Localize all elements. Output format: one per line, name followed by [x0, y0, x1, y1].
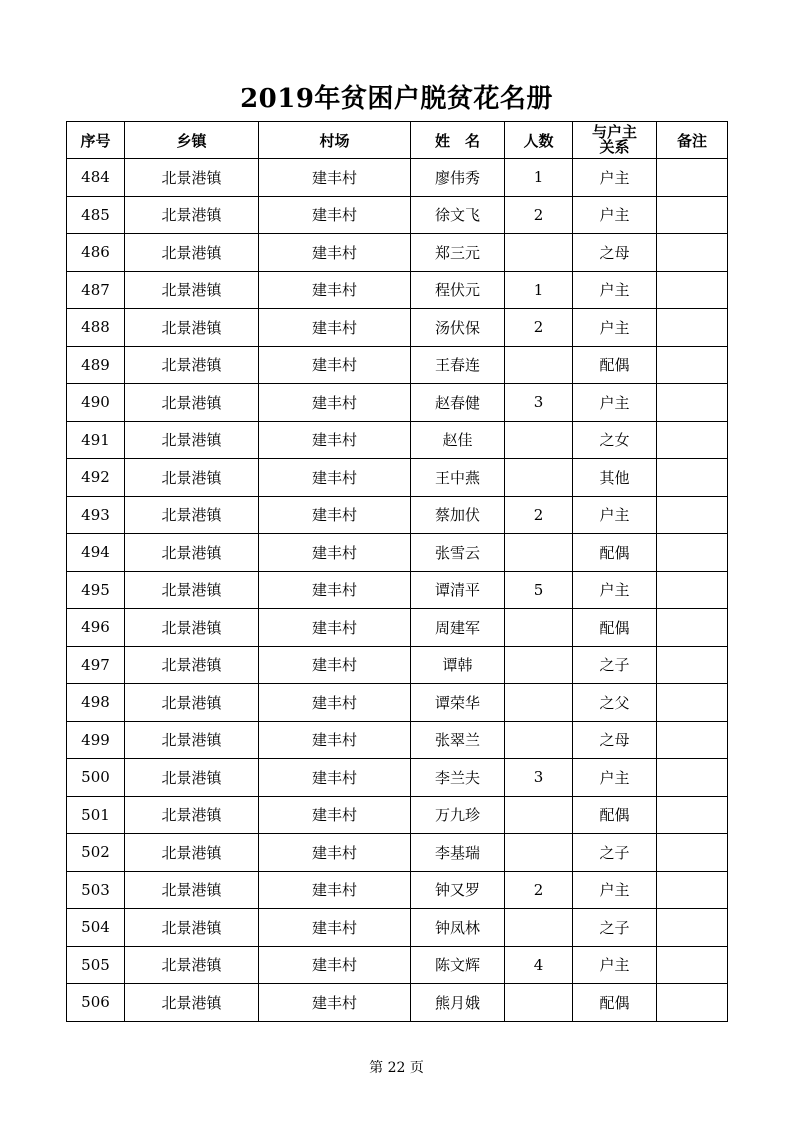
cell-town: 北景港镇 — [125, 721, 259, 759]
table-row — [67, 234, 728, 272]
header-town: 乡镇 — [125, 122, 259, 159]
cell-village: 建丰村 — [259, 721, 411, 759]
cell-note — [657, 646, 728, 684]
cell-name: 谭清平 — [411, 571, 505, 609]
table-row — [67, 159, 728, 197]
cell-no: 485 — [67, 196, 125, 234]
cell-count: 5 — [505, 571, 573, 609]
cell-relation: 配偶 — [573, 534, 657, 572]
cell-note — [657, 346, 728, 384]
cell-village: 建丰村 — [259, 234, 411, 272]
cell-town: 北景港镇 — [125, 871, 259, 909]
cell-village: 建丰村 — [259, 421, 411, 459]
cell-relation: 之子 — [573, 646, 657, 684]
cell-count — [505, 834, 573, 872]
cell-relation: 户主 — [573, 309, 657, 347]
cell-note — [657, 909, 728, 947]
cell-no: 493 — [67, 496, 125, 534]
cell-note — [657, 984, 728, 1022]
cell-village: 建丰村 — [259, 609, 411, 647]
cell-town: 北景港镇 — [125, 909, 259, 947]
cell-town: 北景港镇 — [125, 946, 259, 984]
cell-no: 506 — [67, 984, 125, 1022]
cell-no: 488 — [67, 309, 125, 347]
cell-village: 建丰村 — [259, 571, 411, 609]
cell-count — [505, 796, 573, 834]
cell-village: 建丰村 — [259, 946, 411, 984]
cell-village: 建丰村 — [259, 496, 411, 534]
cell-town: 北景港镇 — [125, 796, 259, 834]
table-row — [67, 384, 728, 422]
cell-count: 4 — [505, 946, 573, 984]
cell-town: 北景港镇 — [125, 234, 259, 272]
cell-count — [505, 459, 573, 497]
cell-name: 李兰夫 — [411, 759, 505, 797]
table-row — [67, 946, 728, 984]
cell-town: 北景港镇 — [125, 984, 259, 1022]
cell-name: 周建军 — [411, 609, 505, 647]
cell-no: 484 — [67, 159, 125, 197]
cell-relation: 户主 — [573, 271, 657, 309]
cell-note — [657, 759, 728, 797]
cell-count: 2 — [505, 196, 573, 234]
cell-village: 建丰村 — [259, 346, 411, 384]
cell-count — [505, 984, 573, 1022]
cell-name: 万九珍 — [411, 796, 505, 834]
cell-relation: 之父 — [573, 684, 657, 722]
cell-no: 505 — [67, 946, 125, 984]
cell-village: 建丰村 — [259, 309, 411, 347]
cell-no: 501 — [67, 796, 125, 834]
cell-town: 北景港镇 — [125, 571, 259, 609]
cell-town: 北景港镇 — [125, 609, 259, 647]
table-row — [67, 309, 728, 347]
header-count: 人数 — [505, 122, 573, 159]
cell-count: 1 — [505, 271, 573, 309]
cell-no: 486 — [67, 234, 125, 272]
header-no: 序号 — [67, 122, 125, 159]
cell-name: 程伏元 — [411, 271, 505, 309]
cell-name: 赵佳 — [411, 421, 505, 459]
cell-relation: 户主 — [573, 759, 657, 797]
cell-relation: 户主 — [573, 946, 657, 984]
cell-town: 北景港镇 — [125, 759, 259, 797]
cell-no: 495 — [67, 571, 125, 609]
cell-town: 北景港镇 — [125, 534, 259, 572]
table-row — [67, 571, 728, 609]
cell-count — [505, 346, 573, 384]
cell-relation: 户主 — [573, 159, 657, 197]
cell-village: 建丰村 — [259, 984, 411, 1022]
cell-village: 建丰村 — [259, 759, 411, 797]
cell-note — [657, 459, 728, 497]
cell-no: 491 — [67, 421, 125, 459]
table-row — [67, 646, 728, 684]
cell-town: 北景港镇 — [125, 459, 259, 497]
cell-no: 499 — [67, 721, 125, 759]
cell-note — [657, 684, 728, 722]
cell-note — [657, 159, 728, 197]
cell-count: 3 — [505, 759, 573, 797]
table-row — [67, 534, 728, 572]
cell-relation: 户主 — [573, 871, 657, 909]
table-row — [67, 834, 728, 872]
cell-count: 3 — [505, 384, 573, 422]
cell-note — [657, 609, 728, 647]
cell-note — [657, 946, 728, 984]
cell-count — [505, 909, 573, 947]
cell-count: 1 — [505, 159, 573, 197]
cell-no: 503 — [67, 871, 125, 909]
cell-no: 498 — [67, 684, 125, 722]
table-row — [67, 459, 728, 497]
header-relation-line2: 关系 — [599, 138, 630, 156]
cell-name: 张翠兰 — [411, 721, 505, 759]
cell-name: 李基瑞 — [411, 834, 505, 872]
cell-village: 建丰村 — [259, 834, 411, 872]
cell-count — [505, 534, 573, 572]
cell-name: 赵春健 — [411, 384, 505, 422]
page-number: 第 22 页 — [369, 1060, 424, 1076]
cell-village: 建丰村 — [259, 459, 411, 497]
cell-town: 北景港镇 — [125, 421, 259, 459]
cell-name: 王中燕 — [411, 459, 505, 497]
cell-no: 502 — [67, 834, 125, 872]
table-row — [67, 871, 728, 909]
cell-relation: 之子 — [573, 909, 657, 947]
cell-name: 蔡加伏 — [411, 496, 505, 534]
cell-count: 2 — [505, 871, 573, 909]
cell-no: 500 — [67, 759, 125, 797]
cell-note — [657, 834, 728, 872]
table-row — [67, 721, 728, 759]
cell-relation: 之女 — [573, 421, 657, 459]
cell-town: 北景港镇 — [125, 196, 259, 234]
cell-note — [657, 496, 728, 534]
cell-town: 北景港镇 — [125, 684, 259, 722]
cell-name: 钟凤林 — [411, 909, 505, 947]
cell-town: 北景港镇 — [125, 159, 259, 197]
cell-relation: 户主 — [573, 496, 657, 534]
table-row — [67, 909, 728, 947]
cell-town: 北景港镇 — [125, 834, 259, 872]
cell-no: 487 — [67, 271, 125, 309]
cell-relation: 之子 — [573, 834, 657, 872]
cell-town: 北景港镇 — [125, 646, 259, 684]
cell-no: 504 — [67, 909, 125, 947]
cell-no: 490 — [67, 384, 125, 422]
cell-note — [657, 721, 728, 759]
header-relation-line1: 与户主 — [591, 123, 637, 141]
cell-note — [657, 871, 728, 909]
cell-village: 建丰村 — [259, 909, 411, 947]
cell-no: 494 — [67, 534, 125, 572]
cell-no: 492 — [67, 459, 125, 497]
cell-village: 建丰村 — [259, 271, 411, 309]
table-header-row — [67, 122, 728, 159]
cell-village: 建丰村 — [259, 646, 411, 684]
table-row — [67, 759, 728, 797]
cell-count — [505, 684, 573, 722]
header-note: 备注 — [657, 122, 728, 159]
cell-relation: 配偶 — [573, 609, 657, 647]
cell-count: 2 — [505, 309, 573, 347]
cell-count: 2 — [505, 496, 573, 534]
cell-count — [505, 421, 573, 459]
cell-name: 熊月娥 — [411, 984, 505, 1022]
page-title: 2019年贫困户脱贫花名册 — [240, 84, 553, 114]
cell-town: 北景港镇 — [125, 309, 259, 347]
cell-town: 北景港镇 — [125, 496, 259, 534]
table-row — [67, 984, 728, 1022]
cell-village: 建丰村 — [259, 534, 411, 572]
cell-name: 廖伟秀 — [411, 159, 505, 197]
cell-relation: 户主 — [573, 196, 657, 234]
cell-note — [657, 571, 728, 609]
table-row — [67, 609, 728, 647]
cell-note — [657, 796, 728, 834]
cell-town: 北景港镇 — [125, 346, 259, 384]
cell-village: 建丰村 — [259, 796, 411, 834]
cell-name: 谭韩 — [411, 646, 505, 684]
cell-count — [505, 721, 573, 759]
cell-name: 徐文飞 — [411, 196, 505, 234]
table-row — [67, 271, 728, 309]
cell-town: 北景港镇 — [125, 271, 259, 309]
cell-relation: 之母 — [573, 234, 657, 272]
cell-relation: 配偶 — [573, 346, 657, 384]
cell-relation: 配偶 — [573, 984, 657, 1022]
cell-relation: 户主 — [573, 384, 657, 422]
cell-no: 497 — [67, 646, 125, 684]
cell-note — [657, 534, 728, 572]
table-row — [67, 421, 728, 459]
cell-no: 489 — [67, 346, 125, 384]
cell-note — [657, 309, 728, 347]
cell-relation: 之母 — [573, 721, 657, 759]
roster-table — [66, 121, 728, 1022]
cell-name: 谭荣华 — [411, 684, 505, 722]
cell-count — [505, 234, 573, 272]
cell-village: 建丰村 — [259, 196, 411, 234]
cell-village: 建丰村 — [259, 159, 411, 197]
table-row — [67, 796, 728, 834]
cell-relation: 其他 — [573, 459, 657, 497]
header-name: 姓 名 — [411, 122, 505, 159]
cell-town: 北景港镇 — [125, 384, 259, 422]
header-village: 村场 — [259, 122, 411, 159]
cell-village: 建丰村 — [259, 384, 411, 422]
cell-note — [657, 384, 728, 422]
cell-note — [657, 234, 728, 272]
cell-village: 建丰村 — [259, 871, 411, 909]
table-row — [67, 684, 728, 722]
table-row — [67, 496, 728, 534]
table-row — [67, 196, 728, 234]
cell-relation: 配偶 — [573, 796, 657, 834]
cell-count — [505, 609, 573, 647]
cell-name: 陈文辉 — [411, 946, 505, 984]
cell-count — [505, 646, 573, 684]
cell-village: 建丰村 — [259, 684, 411, 722]
cell-note — [657, 421, 728, 459]
cell-no: 496 — [67, 609, 125, 647]
cell-name: 王春连 — [411, 346, 505, 384]
cell-note — [657, 196, 728, 234]
header-relation — [573, 122, 657, 159]
table-row — [67, 346, 728, 384]
cell-name: 张雪云 — [411, 534, 505, 572]
cell-relation: 户主 — [573, 571, 657, 609]
cell-note — [657, 271, 728, 309]
cell-name: 汤伏保 — [411, 309, 505, 347]
cell-name: 钟又罗 — [411, 871, 505, 909]
cell-name: 郑三元 — [411, 234, 505, 272]
